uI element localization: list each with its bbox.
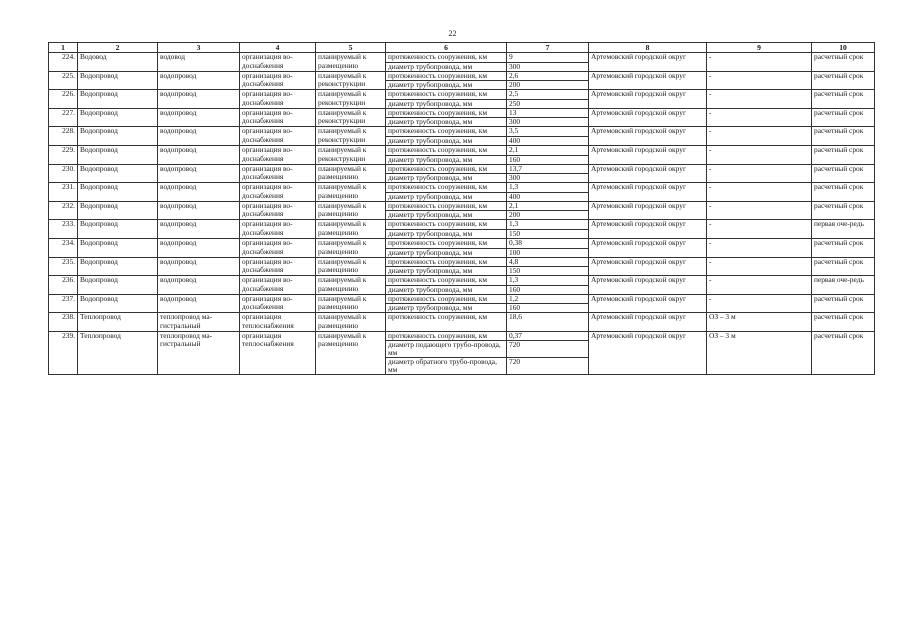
column-header-5: 5 (316, 43, 386, 53)
column-header-4: 4 (240, 43, 316, 53)
object-purpose: организация во-доснабжения (240, 71, 316, 90)
table-row (49, 183, 875, 193)
object-status: планируемый к реконструкции (316, 108, 386, 127)
protection-zone: - (707, 164, 812, 183)
parameter-value: 720 (507, 358, 589, 375)
parameter-value: 0,37 (507, 331, 589, 341)
protection-zone: - (707, 220, 812, 239)
object-type: водопровод (158, 276, 240, 295)
object-purpose: организация во-доснабжения (240, 294, 316, 313)
row-number: 229. (49, 145, 78, 164)
object-name: Водопровод (78, 294, 158, 313)
table-row (49, 108, 875, 118)
implementation-term: расчетный срок (812, 294, 875, 313)
object-location: Артемовский городской округ (589, 164, 707, 183)
protection-zone: - (707, 108, 812, 127)
table-row (49, 71, 875, 81)
object-purpose: организация во-доснабжения (240, 220, 316, 239)
object-type: водопровод (158, 220, 240, 239)
implementation-term: первая оче-редь (812, 220, 875, 239)
row-number: 237. (49, 294, 78, 313)
object-purpose: организация во-доснабжения (240, 201, 316, 220)
parameter-label: диаметр трубопровода, мм (386, 99, 507, 108)
parameter-label: диаметр трубопровода, мм (386, 248, 507, 257)
parameter-value: 13 (507, 108, 589, 118)
parameter-value: 1,3 (507, 276, 589, 286)
parameter-label: диаметр обратного трубо-провода, мм (386, 358, 507, 375)
object-name: Водопровод (78, 164, 158, 183)
object-location: Артемовский городской округ (589, 145, 707, 164)
parameter-value: 9 (507, 53, 589, 63)
object-location: Артемовский городской округ (589, 257, 707, 276)
object-name: Водовод (78, 53, 158, 72)
object-name: Водопровод (78, 238, 158, 257)
parameter-label: диаметр трубопровода, мм (386, 211, 507, 220)
object-location: Артемовский городской округ (589, 90, 707, 109)
parameter-value: 3,5 (507, 127, 589, 137)
protection-zone: ОЗ – 3 м (707, 313, 812, 331)
parameter-label: диаметр трубопровода, мм (386, 192, 507, 201)
object-status: планируемый к размещению (316, 164, 386, 183)
table-row (49, 220, 875, 230)
object-name: Водопровод (78, 90, 158, 109)
parameter-label: протяженность сооружения, км (386, 53, 507, 63)
protection-zone: - (707, 257, 812, 276)
parameter-value: 150 (507, 229, 589, 238)
parameter-label: диаметр трубопровода, мм (386, 285, 507, 294)
parameter-value: 13,7 (507, 164, 589, 174)
table-row (49, 53, 875, 63)
parameter-value: 160 (507, 285, 589, 294)
parameter-label: протяженность сооружения, км (386, 201, 507, 211)
column-header-1: 1 (49, 43, 78, 53)
parameter-value: 720 (507, 341, 589, 358)
column-header-3: 3 (158, 43, 240, 53)
object-name: Водопровод (78, 183, 158, 202)
object-type: водопровод (158, 108, 240, 127)
object-type: водопровод (158, 164, 240, 183)
parameter-label: диаметр трубопровода, мм (386, 81, 507, 90)
object-location: Артемовский городской округ (589, 313, 707, 331)
protection-zone: - (707, 53, 812, 72)
table-row (49, 257, 875, 267)
row-number: 224. (49, 53, 78, 72)
implementation-term: расчетный срок (812, 201, 875, 220)
object-type: водопровод (158, 145, 240, 164)
column-header-9: 9 (707, 43, 812, 53)
object-location: Артемовский городской округ (589, 183, 707, 202)
table-row (49, 201, 875, 211)
parameter-label: протяженность сооружения, км (386, 257, 507, 267)
object-type: водопровод (158, 90, 240, 109)
protection-zone: - (707, 90, 812, 109)
object-name: Водопровод (78, 220, 158, 239)
object-name: Водопровод (78, 257, 158, 276)
parameter-value: 300 (507, 118, 589, 127)
protection-zone: - (707, 201, 812, 220)
object-purpose: организация теплоснабжения (240, 331, 316, 375)
implementation-term: расчетный срок (812, 313, 875, 331)
parameter-label: протяженность сооружения, км (386, 127, 507, 137)
object-purpose: организация во-доснабжения (240, 183, 316, 202)
row-number: 230. (49, 164, 78, 183)
column-header-10: 10 (812, 43, 875, 53)
implementation-term: расчетный срок (812, 257, 875, 276)
object-name: Теплопровод (78, 313, 158, 331)
object-name: Водопровод (78, 276, 158, 295)
page-number: 22 (448, 29, 457, 38)
object-status: планируемый к размещению (316, 331, 386, 375)
object-purpose: организация во-доснабжения (240, 164, 316, 183)
object-name: Водопровод (78, 108, 158, 127)
parameter-label: диаметр трубопровода, мм (386, 136, 507, 145)
protection-zone: - (707, 238, 812, 257)
table-row (49, 238, 875, 248)
row-number: 236. (49, 276, 78, 295)
parameter-label: протяженность сооружения, км (386, 71, 507, 81)
parameter-label: протяженность сооружения, км (386, 145, 507, 155)
parameter-value: 160 (507, 155, 589, 164)
protection-zone: ОЗ – 3 м (707, 331, 812, 375)
implementation-term: расчетный срок (812, 145, 875, 164)
parameter-value: 2,1 (507, 145, 589, 155)
parameter-label: протяженность сооружения, км (386, 90, 507, 100)
row-number: 226. (49, 90, 78, 109)
object-type: водовод (158, 53, 240, 72)
parameter-label: диаметр подающего трубо-провода, мм (386, 341, 507, 358)
parameter-label: протяженность сооружения, км (386, 294, 507, 304)
object-name: Водопровод (78, 127, 158, 146)
parameter-value: 400 (507, 192, 589, 201)
table-row (49, 276, 875, 286)
column-header-2: 2 (78, 43, 158, 53)
object-status: планируемый к реконструкции (316, 127, 386, 146)
implementation-term: расчетный срок (812, 164, 875, 183)
implementation-term: расчетный срок (812, 90, 875, 109)
object-location: Артемовский городской округ (589, 294, 707, 313)
object-location: Артемовский городской округ (589, 71, 707, 90)
table-row (49, 90, 875, 100)
object-status: планируемый к реконструкции (316, 145, 386, 164)
object-type: водопровод (158, 183, 240, 202)
object-type: водопровод (158, 201, 240, 220)
table-header (49, 43, 875, 53)
row-number: 234. (49, 238, 78, 257)
object-status: планируемый к размещению (316, 257, 386, 276)
object-status: планируемый к реконструкции (316, 90, 386, 109)
object-status: планируемый к размещению (316, 220, 386, 239)
protection-zone: - (707, 183, 812, 202)
object-status: планируемый к размещению (316, 294, 386, 313)
object-location: Артемовский городской округ (589, 331, 707, 375)
parameter-value: 1,2 (507, 294, 589, 304)
row-number: 227. (49, 108, 78, 127)
row-number: 225. (49, 71, 78, 90)
row-number: 233. (49, 220, 78, 239)
object-purpose: организация во-доснабжения (240, 257, 316, 276)
object-location: Артемовский городской округ (589, 220, 707, 239)
object-status: планируемый к размещению (316, 276, 386, 295)
protection-zone: - (707, 276, 812, 295)
parameter-label: диаметр трубопровода, мм (386, 174, 507, 183)
object-status: планируемый к размещению (316, 201, 386, 220)
object-status: планируемый к реконструкции (316, 71, 386, 90)
object-purpose: организация во-доснабжения (240, 276, 316, 295)
parameter-label: диаметр трубопровода, мм (386, 62, 507, 71)
parameter-value: 160 (507, 304, 589, 313)
object-purpose: организация во-доснабжения (240, 90, 316, 109)
implementation-term: расчетный срок (812, 183, 875, 202)
object-purpose: организация во-доснабжения (240, 127, 316, 146)
row-number: 238. (49, 313, 78, 331)
parameter-label: протяженность сооружения, км (386, 276, 507, 286)
object-purpose: организация во-доснабжения (240, 145, 316, 164)
parameter-label: протяженность сооружения, км (386, 183, 507, 193)
object-type: водопровод (158, 127, 240, 146)
object-name: Теплопровод (78, 331, 158, 375)
column-header-7: 7 (507, 43, 589, 53)
parameter-value: 0,38 (507, 238, 589, 248)
parameter-label: протяженность сооружения, км (386, 164, 507, 174)
object-purpose: организация во-доснабжения (240, 238, 316, 257)
object-location: Артемовский городской округ (589, 238, 707, 257)
parameter-value: 200 (507, 211, 589, 220)
object-status: планируемый к размещению (316, 313, 386, 331)
object-type: теплопровод ма-гистральный (158, 313, 240, 331)
parameter-value: 2,5 (507, 90, 589, 100)
object-status: планируемый к размещению (316, 53, 386, 72)
implementation-term: расчетный срок (812, 108, 875, 127)
object-status: планируемый к размещению (316, 238, 386, 257)
protection-zone: - (707, 294, 812, 313)
parameter-label: протяженность сооружения, км (386, 108, 507, 118)
table-row (49, 164, 875, 174)
implementation-term: расчетный срок (812, 53, 875, 72)
table-row (49, 145, 875, 155)
object-type: водопровод (158, 294, 240, 313)
table-row (49, 313, 875, 331)
column-header-8: 8 (589, 43, 707, 53)
parameter-label: диаметр трубопровода, мм (386, 118, 507, 127)
table-row (49, 294, 875, 304)
object-type: водопровод (158, 257, 240, 276)
object-location: Артемовский городской округ (589, 276, 707, 295)
parameter-label: диаметр трубопровода, мм (386, 267, 507, 276)
parameter-label: протяженность сооружения, км (386, 331, 507, 341)
object-location: Артемовский городской округ (589, 53, 707, 72)
object-location: Артемовский городской округ (589, 127, 707, 146)
object-location: Артемовский городской округ (589, 108, 707, 127)
parameter-value: 200 (507, 81, 589, 90)
parameter-value: 1,3 (507, 220, 589, 230)
implementation-term: расчетный срок (812, 127, 875, 146)
row-number: 235. (49, 257, 78, 276)
parameter-value: 400 (507, 136, 589, 145)
parameter-value: 4,8 (507, 257, 589, 267)
table-row (49, 331, 875, 341)
column-header-6: 6 (386, 43, 507, 53)
object-type: водопровод (158, 238, 240, 257)
row-number: 232. (49, 201, 78, 220)
object-name: Водопровод (78, 145, 158, 164)
parameter-label: протяженность сооружения, км (386, 313, 507, 331)
parameter-value: 300 (507, 174, 589, 183)
object-status: планируемый к размещению (316, 183, 386, 202)
table-row (49, 127, 875, 137)
object-name: Водопровод (78, 71, 158, 90)
parameter-value: 150 (507, 267, 589, 276)
parameter-value: 2,1 (507, 201, 589, 211)
register-table (48, 42, 875, 375)
parameter-label: протяженность сооружения, км (386, 238, 507, 248)
implementation-term: первая оче-редь (812, 276, 875, 295)
object-purpose: организация во-доснабжения (240, 53, 316, 72)
implementation-term: расчетный срок (812, 331, 875, 375)
parameter-value: 1,3 (507, 183, 589, 193)
parameter-label: протяженность сооружения, км (386, 220, 507, 230)
object-purpose: организация теплоснабжения (240, 313, 316, 331)
object-name: Водопровод (78, 201, 158, 220)
parameter-value: 2,6 (507, 71, 589, 81)
parameter-value: 250 (507, 99, 589, 108)
parameter-label: диаметр трубопровода, мм (386, 229, 507, 238)
parameter-label: диаметр трубопровода, мм (386, 304, 507, 313)
row-number: 231. (49, 183, 78, 202)
row-number: 239. (49, 331, 78, 375)
protection-zone: - (707, 145, 812, 164)
table-body (49, 53, 875, 375)
parameter-value: 18,6 (507, 313, 589, 331)
object-type: водопровод (158, 71, 240, 90)
protection-zone: - (707, 127, 812, 146)
parameter-value: 300 (507, 62, 589, 71)
parameter-value: 100 (507, 248, 589, 257)
object-type: теплопровод ма-гистральный (158, 331, 240, 375)
implementation-term: расчетный срок (812, 71, 875, 90)
object-location: Артемовский городской округ (589, 201, 707, 220)
object-purpose: организация во-доснабжения (240, 108, 316, 127)
implementation-term: расчетный срок (812, 238, 875, 257)
row-number: 228. (49, 127, 78, 146)
protection-zone: - (707, 71, 812, 90)
parameter-label: диаметр трубопровода, мм (386, 155, 507, 164)
